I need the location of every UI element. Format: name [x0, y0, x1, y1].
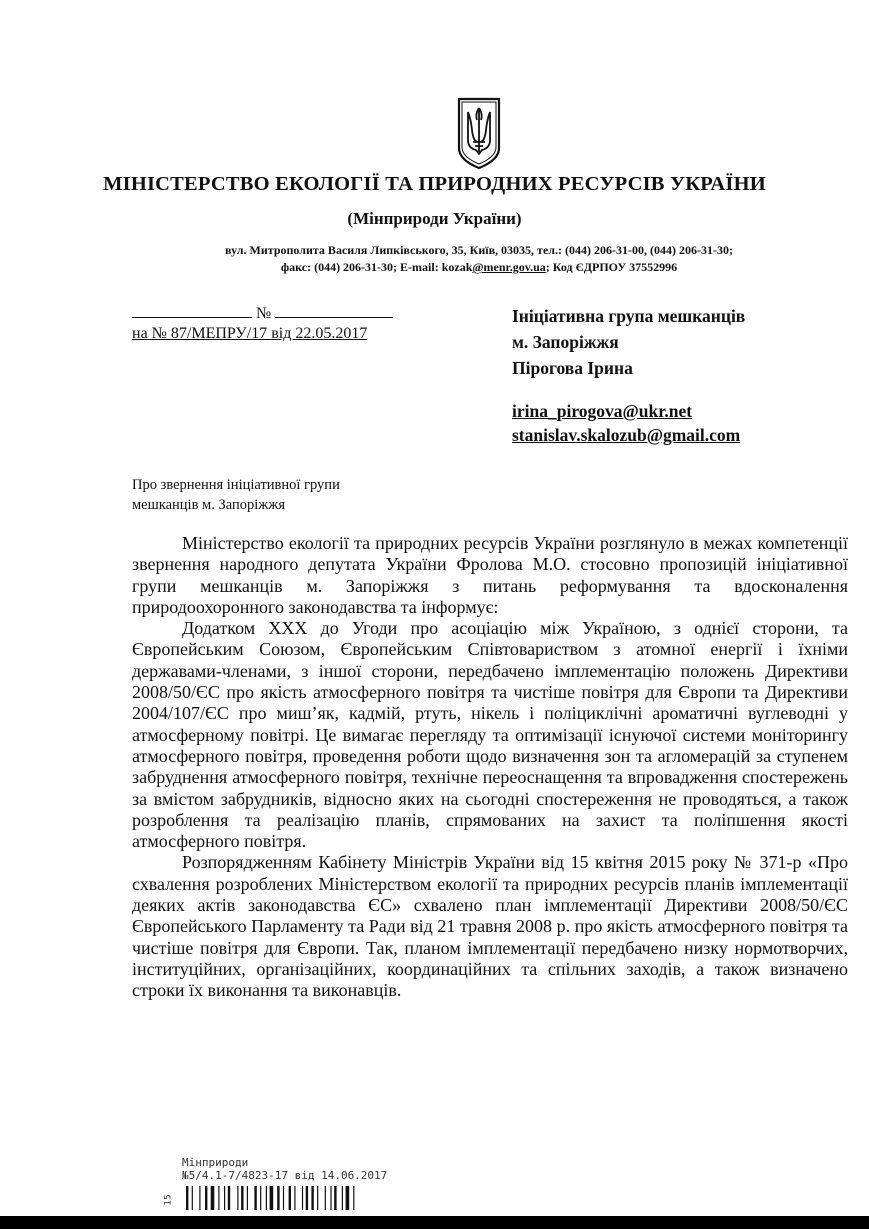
recipient-block	[512, 303, 745, 381]
recipient-line-3: Пірогова Ірина	[512, 358, 633, 378]
reference-line: на № 87/МЕПРУ/17 від 22.05.2017	[132, 325, 368, 342]
subject-line-1: Про звернення ініціативної групи	[132, 477, 340, 493]
date-blank	[132, 303, 252, 318]
outgoing-number	[132, 303, 393, 324]
address-line-1: вул. Митрополита Василя Липківського, 35, Київ, 03035, тел.: (044) 206-31-00, (044) 206-31-30;	[225, 243, 733, 257]
subject-block	[132, 475, 432, 515]
ministry-name: МІНІСТЕРСТВО ЕКОЛОГІЇ ТА ПРИРОДНИХ РЕСУРСІВ УКРАЇНИ	[103, 173, 766, 195]
email-domain-link[interactable]: @menr.gov.ua	[472, 260, 546, 274]
registration-stamp	[182, 1156, 387, 1182]
number-blank	[275, 303, 393, 318]
body-paragraph-1: Міністерство екології та природних ресурсів України розглянуло в межах компетенції звернення народного депутата України Фролова М.О. стосовно пропозицій ініціативної групи мешканців м. Запоріжжя з питань реформування та вдосконалення природоохоронного законодавства та інформує:	[132, 533, 848, 617]
email-link-1[interactable]: irina_pirogova@ukr.net	[512, 401, 693, 421]
address-fax-email: факс: (044) 206-31-30; E-mail: kozak	[280, 260, 473, 274]
recipient-line-2: м. Запоріжжя	[512, 332, 619, 352]
stamp-side-number: 15	[163, 1194, 174, 1206]
recipient-emails	[512, 399, 740, 447]
recipient-line-1: Ініціативна група мешканців	[512, 306, 746, 326]
letter-body	[132, 533, 848, 1002]
address-edrpou: ; Код ЄДРПОУ 37552996	[545, 260, 678, 274]
email-link-2[interactable]: stanislav.skalozub@gmail.com	[512, 425, 741, 445]
body-paragraph-3: Розпорядженням Кабінету Міністрів України від 15 квітня 2015 року № 371-р «Про схвалення розроблених Міністерством екології та природних ресурсів планів імплементації деяких актів законодавства ЄС» схвалено план імплементації Директиви 2008/50/ЄС Європейського Парламенту та Ради від 21 травня 2008 р. про якість атмосферного повітря та чистіше повітря для Європи. Так, планом імплементації передбачено низку нормотворчих, інституційних, організаційних, координаційних та спільних заходів, а також визначено строки їх виконання та виконавців.	[132, 852, 848, 1001]
address-line-2	[0, 259, 869, 276]
stamp-reg-number: №5/4.1-7/4823-17 від 14.06.2017	[182, 1169, 388, 1182]
coat-of-arms-icon	[456, 96, 502, 170]
ministry-address	[0, 242, 869, 276]
stamp-org: Мінприроди	[182, 1156, 249, 1169]
scan-edge	[0, 1216, 869, 1229]
barcode-icon	[186, 1186, 404, 1210]
body-paragraph-2: Додатком ХХХ до Угоди про асоціацію між Україною, з однієї сторони, та Європейським Союзом, Європейським Співтовариством з атомної енергії і їхніми державами-членами, з іншої сторони, передбачено імплементацію положень Директиви 2008/50/ЄС про якість атмосферного повітря та чистіше повітря для Європи та Директиви 2004/107/ЄС про миш’як, кадмій, ртуть, нікель і поліциклічні ароматичні вуглеводні у атмосферному повітрі. Це вимагає перегляду та оптимізації існуючої системи моніторингу атмосферного повітря, проведення роботи щодо визначення зон та агломерацій за ступенем забруднення атмосферного повітря, технічне переоснащення та впровадження спостережень за вмістом забрудників, відносно яких на сьогодні спостереження не проводяться, а також розроблення та реалізацію планів, спрямованих на захист та поліпшення якості атмосферного повітря.	[132, 618, 848, 852]
number-label: №	[256, 305, 272, 322]
subject-line-2: мешканців м. Запоріжжя	[132, 497, 285, 513]
ministry-short-name: (Мінприроди України)	[347, 209, 522, 228]
